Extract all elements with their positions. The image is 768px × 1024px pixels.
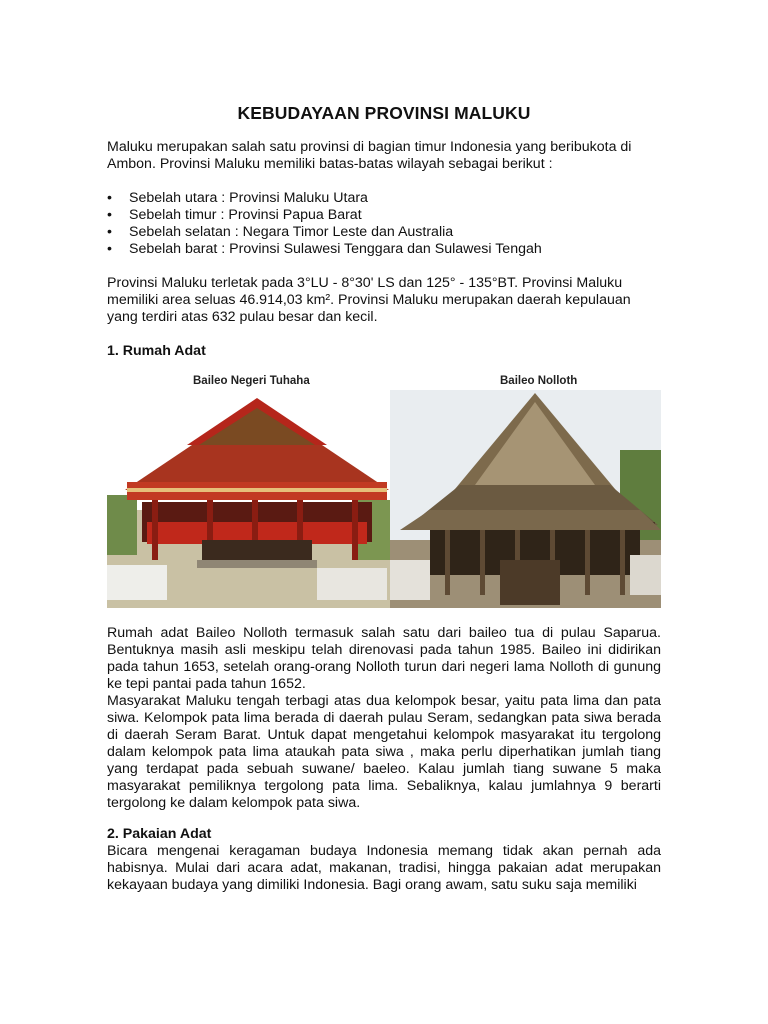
rumah-adat-paragraph-1: Rumah adat Baileo Nolloth termasuk salah satu dari baileo tua di pulau Saparua. Bentuknya masih asli meskipu telah direnovasi pada tahun 1985. Baileo ini didirikan pada tahun 1653, setelah orang-orang Nolloth turun dari negeri lama Nolloth di gunung ke tepi pantai pada tahun 1652. <box>107 625 661 692</box>
list-item: • Sebelah utara : Provinsi Maluku Utara <box>107 190 368 206</box>
document-title: KEBUDAYAAN PROVINSI MALUKU <box>237 103 531 123</box>
baileo-tuhaha-illustration <box>107 390 390 608</box>
photo-baileo-nolloth <box>390 390 661 608</box>
list-item: • Sebelah timur : Provinsi Papua Barat <box>107 207 362 223</box>
photo-caption-tuhaha: Baileo Negeri Tuhaha <box>193 375 310 387</box>
list-item: • Sebelah barat : Provinsi Sulawesi Tenggara dan Sulawesi Tengah <box>107 241 542 257</box>
border-list <box>107 190 661 258</box>
pakaian-adat-paragraph: Bicara mengenai keragaman budaya Indonesia memang tidak akan pernah ada habisnya. Mulai dari acara adat, makanan, tradisi, hingga pakaian adat merupakan kekayaan budaya yang dimiliki Indonesia. Bagi orang awam, satu suku saja memiliki <box>107 843 661 893</box>
section-heading-pakaian-adat: 2. Pakaian Adat <box>107 826 212 842</box>
photo-baileo-tuhaha <box>107 390 390 608</box>
section-heading-rumah-adat: 1. Rumah Adat <box>107 343 206 359</box>
photo-caption-nolloth: Baileo Nolloth <box>500 375 578 387</box>
rumah-adat-paragraph-2: Masyarakat Maluku tengah terbagi atas dua kelompok besar, yaitu pata lima dan pata siwa. Kelompok pata lima berada di daerah pulau Seram, sedangkan pata siwa berada di daerah Seram Barat. Untuk dapat mengetahui kelompok masyarakat itu tergolong dalam kelompok pata lima ataukah pata siwa , maka perlu diperhatikan jumlah tiang yang terdapat pada sebuah suwane/ baeleo. Kalau jumlah tiang suwane 5 maka masyarakat pemiliknya tergolong pata lima. Sebaliknya, kalau jumlahnya 9 berarti tergolong ke dalam kelompok pata siwa. <box>107 693 661 811</box>
location-paragraph: Provinsi Maluku terletak pada 3°LU - 8°30' LS dan 125° - 135°BT. Provinsi Maluku memiliki area seluas 46.914,03 km². Provinsi Maluku merupakan daerah kepulauan yang terdiri atas 632 pulau besar dan kecil. <box>107 275 631 325</box>
intro-paragraph: Maluku merupakan salah satu provinsi di bagian timur Indonesia yang beribukota di Ambon. Provinsi Maluku memiliki batas-batas wilayah sebagai berikut : <box>107 139 632 172</box>
list-item: • Sebelah selatan : Negara Timor Leste dan Australia <box>107 224 454 240</box>
baileo-nolloth-illustration <box>390 390 661 608</box>
